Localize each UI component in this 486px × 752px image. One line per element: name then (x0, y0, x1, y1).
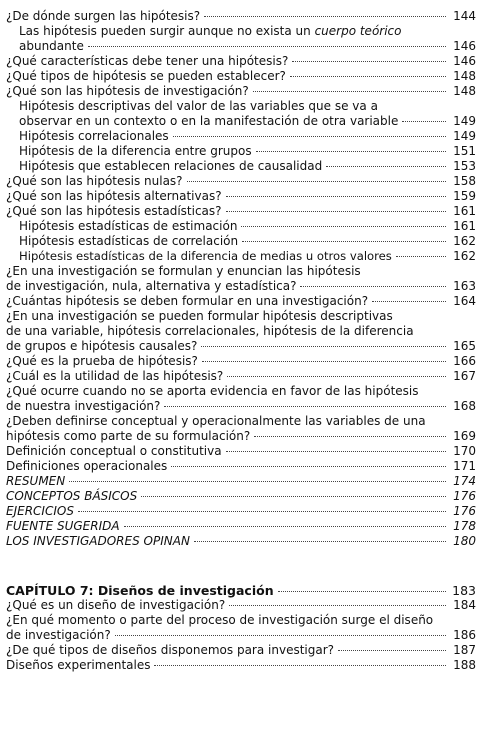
page-number: 170 (453, 444, 476, 458)
toc-entry[interactable] (6, 534, 476, 549)
page-number: 167 (453, 369, 476, 383)
toc-entry-lead: ¿En una investigación se formulan y enuncian las hipótesis (6, 264, 361, 278)
toc-entry-lead: ¿En una investigación se pueden formular hipótesis descriptivas (6, 309, 393, 323)
toc-entry-lead: ¿En qué momento o parte del proceso de investigación surge el diseño (6, 613, 434, 627)
toc-entry[interactable] (6, 504, 476, 519)
page-number: 188 (453, 658, 476, 672)
page-number: 174 (453, 474, 476, 488)
toc-entry-title: ¿Cuál es la utilidad de las hipótesis? (6, 369, 224, 383)
leader-dots (187, 181, 446, 182)
leader-dots (164, 406, 446, 407)
page-number: 159 (453, 189, 476, 203)
toc-entry-title: Hipótesis de la diferencia entre grupos (19, 144, 252, 158)
toc-entry-title: ¿Cuántas hipótesis se deben formular en una investigación? (6, 294, 369, 308)
toc-entry-lead: Las hipótesis pueden surgir aunque no exista un cuerpo teórico (19, 24, 402, 38)
toc-entry-title: CONCEPTOS BÁSICOS (6, 489, 138, 503)
toc-entry-title: Hipótesis que establecen relaciones de causalidad (19, 159, 323, 173)
toc-entry[interactable] (6, 264, 476, 294)
toc-entry[interactable] (6, 309, 476, 354)
page-number: 151 (453, 144, 476, 158)
toc-entry[interactable] (6, 99, 476, 129)
leader-dots (226, 196, 446, 197)
leader-dots (69, 481, 446, 482)
toc-entry[interactable] (6, 658, 476, 673)
leader-dots (173, 136, 446, 137)
toc-entry-title: Definición conceptual o constitutiva (6, 444, 222, 458)
toc-entry[interactable] (6, 129, 476, 144)
page-number: 164 (453, 294, 476, 308)
toc-entry-title: abundante (19, 39, 84, 53)
toc-entry-title: ¿Qué son las hipótesis alternativas? (6, 189, 222, 203)
page-number: 168 (453, 399, 476, 413)
toc-entry[interactable] (6, 159, 476, 174)
toc-entry[interactable] (6, 354, 476, 369)
page-number: 146 (453, 54, 476, 68)
toc-entry-title: ¿Qué son las hipótesis nulas? (6, 174, 183, 188)
leader-dots (88, 46, 446, 47)
chapter-heading[interactable] (6, 583, 476, 598)
toc-entry-title: ¿Qué características debe tener una hipótesis? (6, 54, 289, 68)
leader-dots (326, 166, 446, 167)
toc-entry[interactable] (6, 489, 476, 504)
leader-dots (300, 286, 446, 287)
page-number: 171 (453, 459, 476, 473)
toc-entry[interactable] (6, 613, 476, 643)
page-number: 146 (453, 39, 476, 53)
page-number: 187 (453, 643, 476, 657)
toc-entry[interactable] (6, 459, 476, 474)
leader-dots (254, 436, 446, 437)
toc-entry-title: de grupos e hipótesis causales? (6, 339, 198, 353)
page-number: 184 (453, 598, 476, 612)
leader-dots (292, 61, 446, 62)
page-number: 176 (453, 489, 476, 503)
leader-dots (141, 496, 446, 497)
leader-dots (338, 650, 446, 651)
toc-entry[interactable] (6, 249, 476, 264)
toc-entry[interactable] (6, 54, 476, 69)
toc-entry-title: Hipótesis estadísticas de la diferencia de medias u otros valores (19, 249, 392, 263)
leader-dots (201, 346, 446, 347)
toc-entry-title: observar en un contexto o en la manifestación de otra variable (19, 114, 399, 128)
page-number: 162 (453, 249, 476, 263)
toc-entry[interactable] (6, 144, 476, 159)
toc-entry[interactable] (6, 643, 476, 658)
leader-dots (256, 151, 446, 152)
toc-entry[interactable] (6, 84, 476, 99)
toc-entry-title: ¿Qué son las hipótesis estadísticas? (6, 204, 222, 218)
toc-entry-title: Definiciones operacionales (6, 459, 168, 473)
page-number: 178 (453, 519, 476, 533)
toc-entry-title: Hipótesis estadísticas de correlación (19, 234, 239, 248)
leader-dots (372, 301, 446, 302)
leader-dots (290, 76, 446, 77)
toc-entry-title: ¿Qué son las hipótesis de investigación? (6, 84, 249, 98)
toc-entry-title: ¿De qué tipos de diseños disponemos para investigar? (6, 643, 335, 657)
toc-entry[interactable] (6, 598, 476, 613)
leader-dots (396, 256, 446, 257)
page-number: 176 (453, 504, 476, 518)
toc-entry[interactable] (6, 414, 476, 444)
leader-dots (202, 361, 446, 362)
toc-entry[interactable] (6, 519, 476, 534)
toc-entry[interactable] (6, 204, 476, 219)
toc-entry-title: Diseños experimentales (6, 658, 151, 672)
toc-entry-title: LOS INVESTIGADORES OPINAN (6, 534, 190, 548)
toc-entry[interactable] (6, 219, 476, 234)
page-number: 165 (453, 339, 476, 353)
toc-entry-title: FUENTE SUGERIDA (6, 519, 120, 533)
page-number: 163 (453, 279, 476, 293)
toc-entry-lead: Hipótesis descriptivas del valor de las variables que se va a (19, 99, 378, 113)
toc-entry[interactable] (6, 444, 476, 459)
leader-dots (278, 591, 446, 592)
page-number: 148 (453, 84, 476, 98)
page-number: 153 (453, 159, 476, 173)
toc-entry-title: de nuestra investigación? (6, 399, 161, 413)
page-number: 180 (453, 534, 476, 548)
leader-dots (227, 376, 446, 377)
leader-dots (78, 511, 446, 512)
leader-dots (204, 16, 446, 17)
toc-entry[interactable] (6, 24, 476, 54)
toc-entry-lead: ¿Deben definirse conceptual y operacionalmente las variables de una (6, 414, 426, 428)
toc-entry[interactable] (6, 474, 476, 489)
toc-entry-title: Hipótesis correlacionales (19, 129, 169, 143)
page-number: 148 (453, 69, 476, 83)
toc-entry[interactable] (6, 189, 476, 204)
page-number: 158 (453, 174, 476, 188)
page-number: 161 (453, 204, 476, 218)
page-number: 166 (453, 354, 476, 368)
toc-entry[interactable] (6, 234, 476, 249)
toc-entry-title: de investigación, nula, alternativa y estadística? (6, 279, 297, 293)
table-of-contents (6, 9, 476, 673)
page-number: 169 (453, 429, 476, 443)
toc-entry-lead: ¿Qué ocurre cuando no se aporta evidencia en favor de las hipótesis (6, 384, 419, 398)
leader-dots (241, 226, 446, 227)
page-number: 161 (453, 219, 476, 233)
chapter-title: CAPÍTULO 7: Diseños de investigación (6, 583, 274, 598)
page-number: 186 (453, 628, 476, 642)
leader-dots (194, 541, 446, 542)
toc-entry-title: EJERCICIOS (6, 504, 74, 518)
toc-entry[interactable] (6, 174, 476, 189)
leader-dots (124, 526, 446, 527)
toc-entry-title: Hipótesis estadísticas de estimación (19, 219, 238, 233)
toc-entry-title: hipótesis como parte de su formulación? (6, 429, 251, 443)
page-number: 144 (453, 9, 476, 23)
leader-dots (226, 211, 446, 212)
leader-dots (253, 91, 446, 92)
toc-entry-lead: de una variable, hipótesis correlacionales, hipótesis de la diferencia (6, 324, 414, 338)
toc-entry[interactable] (6, 369, 476, 384)
page-number: 162 (453, 234, 476, 248)
leader-dots (226, 451, 446, 452)
toc-entry-title: RESUMEN (6, 474, 66, 488)
leader-dots (171, 466, 446, 467)
page-number: 149 (453, 129, 476, 143)
leader-dots (402, 121, 446, 122)
toc-entry[interactable] (6, 384, 476, 414)
toc-entry-title: de investigación? (6, 628, 111, 642)
toc-entry-title: ¿Qué tipos de hipótesis se pueden establecer? (6, 69, 286, 83)
page-number: 183 (452, 583, 476, 598)
leader-dots (242, 241, 446, 242)
toc-entry-title: ¿Qué es la prueba de hipótesis? (6, 354, 198, 368)
toc-entry-title: ¿De dónde surgen las hipótesis? (6, 9, 201, 23)
toc-entry[interactable] (6, 69, 476, 84)
toc-entry[interactable] (6, 9, 476, 24)
leader-dots (154, 665, 446, 666)
leader-dots (115, 635, 446, 636)
page-number: 149 (453, 114, 476, 128)
leader-dots (229, 605, 446, 606)
toc-entry-title: ¿Qué es un diseño de investigación? (6, 598, 226, 612)
toc-entry[interactable] (6, 294, 476, 309)
